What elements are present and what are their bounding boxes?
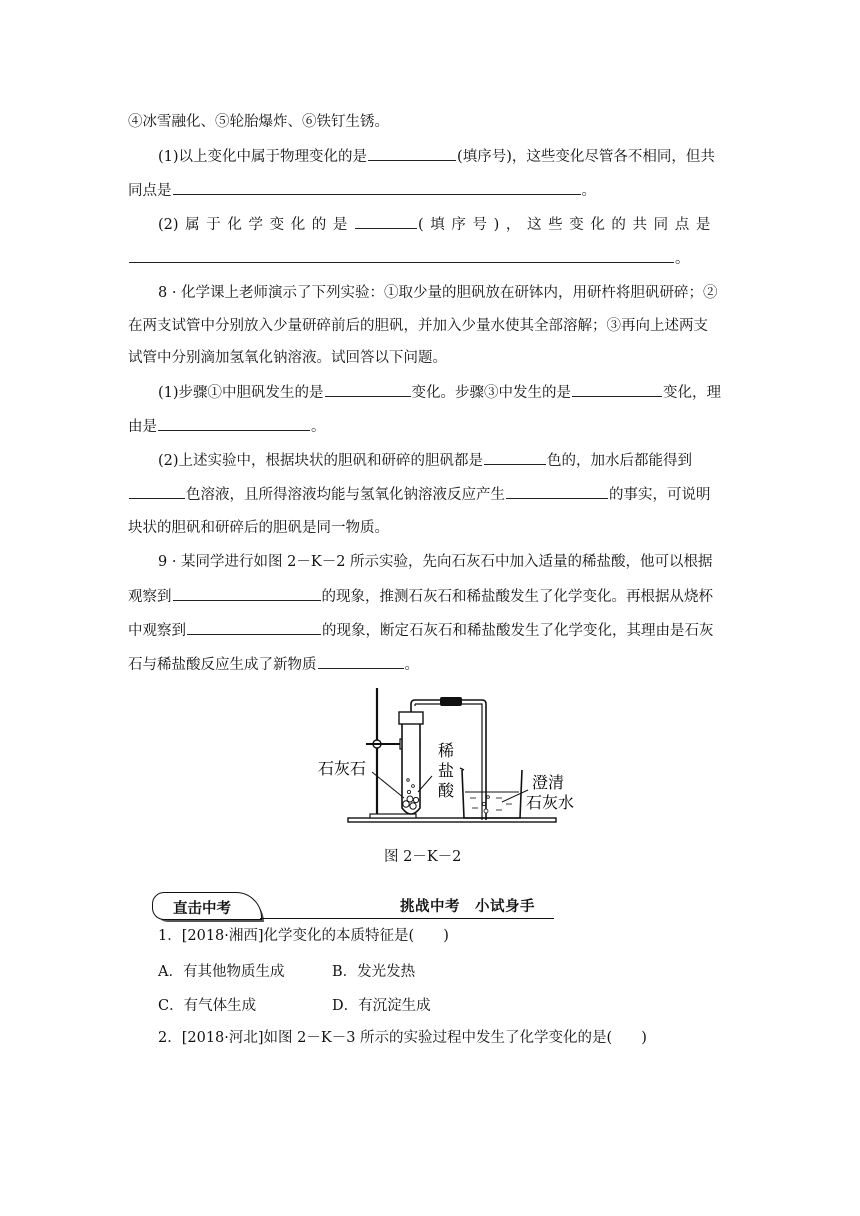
answer-blank[interactable] <box>318 654 404 669</box>
answer-blank[interactable] <box>355 214 417 229</box>
q9-line3: 中观察到 的现象，断定石灰石和稀盐酸发生了化学变化，其理由是石灰 <box>128 620 738 641</box>
q7-part1-cont: 同点是 。 <box>128 180 738 201</box>
label-water-1: 澄清 <box>532 773 565 792</box>
q8-stem-line1: 8 · 化学课上老师演示了下列实验：①取少量的胆矾放在研钵内，用研杵将胆矾研碎；② <box>158 285 718 301</box>
q8-part2: (2)上述实验中，根据块状的胆矾和研碎的胆矾都是 色的，加水后都能得到 <box>158 450 738 471</box>
q7-part2: (2) 属 于 化 学 变 化 的 是 ( 填 序 号 ) ， 这 些 变 化 的 共 同 点 是 <box>158 214 738 235</box>
label-limestone: 石灰石 <box>318 759 367 778</box>
mc1-stem: 1．[2018·湘西]化学变化的本质特征是( ) <box>158 928 449 944</box>
answer-blank[interactable] <box>173 586 321 601</box>
mc1-option-c[interactable]: C．有气体生成 <box>158 998 257 1014</box>
answer-blank[interactable] <box>484 450 546 465</box>
label-water-2: 石灰水 <box>526 793 575 812</box>
answer-blank[interactable] <box>368 146 456 161</box>
mc1-option-d[interactable]: D．有沉淀生成 <box>332 998 431 1014</box>
section-banner <box>152 892 554 920</box>
beaker <box>462 770 522 818</box>
section-tab <box>152 892 262 920</box>
q8-part1: (1)步骤①中胆矾发生的是 变化。步骤③中发生的是 变化，理 <box>158 382 738 403</box>
answer-blank[interactable] <box>325 382 411 397</box>
answer-blank[interactable] <box>158 416 310 431</box>
answer-blank[interactable] <box>129 248 674 263</box>
label-acid-3: 酸 <box>438 781 455 800</box>
q7-items-line: ④冰雪融化、⑤轮胎爆炸、⑥铁钉生锈。 <box>128 114 389 130</box>
banner-rule <box>260 918 554 919</box>
stand-foot <box>370 814 416 818</box>
mc1-option-b[interactable]: B．发光发热 <box>332 964 416 980</box>
q8-stem-line3: 试管中分别滴加氢氧化钠溶液。试回答以下问题。 <box>128 350 447 366</box>
answer-blank[interactable] <box>572 382 662 397</box>
q8-stem-line2: 在两支试管中分别放入少量研碎前后的胆矾，并加入少量水使其全部溶解；③再向上述两支 <box>128 318 708 334</box>
figure-caption: 图 2－K－2 <box>384 849 462 865</box>
q8-part1-cont: 由是 。 <box>128 416 738 437</box>
q8-part2-end: 块状的胆矾和研碎后的胆矾是同一物质。 <box>128 520 389 536</box>
section-subtitle: 挑战中考 小试身手 <box>400 899 535 915</box>
label-acid-2: 盐 <box>438 761 455 780</box>
answer-blank[interactable] <box>187 620 321 635</box>
mc1-option-a[interactable]: A．有其他物质生成 <box>158 964 285 980</box>
answer-blank[interactable] <box>506 484 608 499</box>
label-acid-1: 稀 <box>438 741 455 760</box>
tube-connector <box>440 697 462 706</box>
q9-stem-line1: 9 · 某同学进行如图 2－K－2 所示实验，先向石灰石中加入适量的稀盐酸，他可以根据 <box>158 554 713 570</box>
q7-part1: (1)以上变化中属于物理变化的是 (填序号)，这些变化尽管各不相同，但共 <box>158 146 738 167</box>
mc2-stem: 2．[2018·河北]如图 2－K－3 所示的实验过程中发生了化学变化的是( ) <box>158 1030 647 1046</box>
q7-part2-cont: 。 <box>128 248 738 269</box>
section-tab-label: 直击中考 <box>173 901 231 917</box>
q8-part2-cont: 色溶液，且所得溶液均能与氢氧化钠溶液反应产生 的事实，可说明 <box>128 484 738 505</box>
answer-blank[interactable] <box>129 484 185 499</box>
q9-line2: 观察到 的现象，推测石灰石和稀盐酸发生了化学变化。再根据从烧杯 <box>128 586 738 607</box>
q9-line4: 石与稀盐酸反应生成了新物质 。 <box>128 654 738 675</box>
apparatus-figure <box>300 680 600 830</box>
answer-blank[interactable] <box>173 180 581 195</box>
stopper <box>399 712 423 724</box>
